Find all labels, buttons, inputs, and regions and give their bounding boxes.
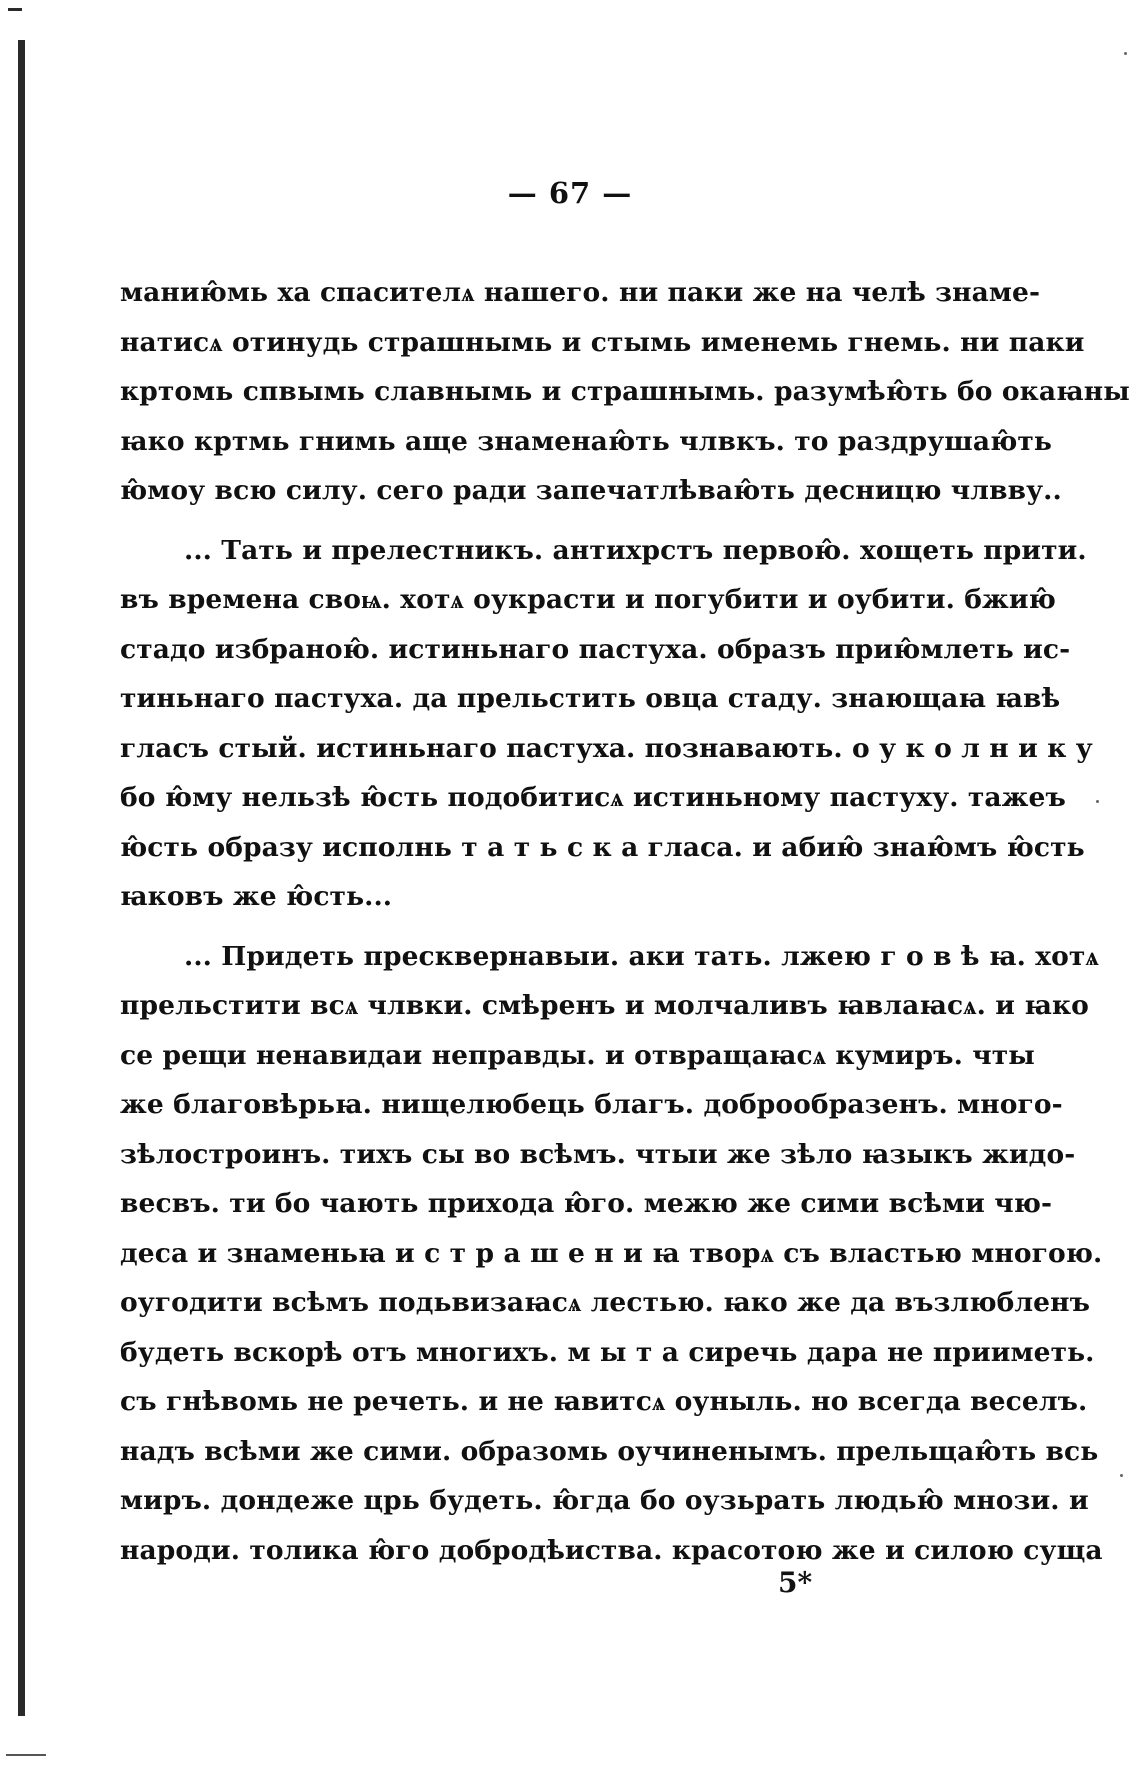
text-line: ... Тать и прелестникъ. антихрстъ первою̂. хощеть прити. <box>184 534 1087 566</box>
text-line: прельстити всѧ члвки. смѣренъ и молчаливъ ꙗвлаꙗсѧ. и ꙗко <box>120 990 1089 1021</box>
signature-mark: 5* <box>778 1566 813 1599</box>
text-line: натисѧ отинудь страшнымь и стымь именемь гнемь. ни паки <box>120 326 1085 358</box>
text-line: бо ю̂му нельзѣ ю̂сть подобитисѧ истиньному пастуху. тажеъ <box>120 782 1066 813</box>
text-line: будеть вскорѣ отъ многихъ. м ы т а сиречь дара не прииметь. <box>120 1336 1095 1368</box>
text-line: ꙗко кртмь гнимь аще знаменаю̂ть члвкъ. то раздрушаю̂ть <box>120 425 1052 457</box>
text-line: съ гнѣвомь не речеть. и не ꙗвитсѧ оуныль. но всегда веселъ. <box>120 1386 1088 1417</box>
text-line: въ времена своѩ. хотѧ оукрасти и погубити и оубити. бжию̂ <box>120 584 1056 615</box>
paragraph <box>120 526 1093 922</box>
text-line: ю̂сть образу исполнь т а т ь с к а гласа. и абию̂ знаю̂мъ ю̂сть <box>120 831 1085 863</box>
text-line: весвъ. ти бо чають прихода ю̂го. межю же сими всѣми чю- <box>120 1188 1053 1219</box>
text-line: се рещи ненавидаи неправды. и отвращаꙗсѧ кумиръ. чты <box>120 1039 1035 1071</box>
text-line: ... Придеть пресквернавыи. аки тать. лжею г о в ѣ ꙗ. хотѧ <box>184 940 1099 972</box>
text-line: народи. толика ю̂го добродѣиства. красотою же и силою суща <box>120 1534 1103 1566</box>
paragraph <box>120 268 1130 516</box>
binding-edge <box>18 40 25 1716</box>
text-line: ю̂моу всю силу. сего ради запечатлѣваю̂ть десницю члвву.. <box>120 475 1062 506</box>
paragraph-gap <box>120 922 954 932</box>
page-corner-mark <box>8 8 22 11</box>
paragraph-gap <box>120 516 954 526</box>
text-line: кртомь спвымь славнымь и страшнымь. разумѣю̂ть бо окаꙗны <box>120 376 1130 407</box>
scan-speck <box>1120 1474 1123 1477</box>
text-line: ꙗковъ же ю̂сть... <box>120 881 393 912</box>
text-line: гласъ стый. истиньнаго пастуха. познавають. о у к о л н и к у <box>120 732 1093 764</box>
text-line: же благовѣрьꙗ. нищелюбець благъ. доброобразенъ. много- <box>120 1089 1063 1120</box>
text-line: зѣлостроинъ. тихъ сы во всѣмъ. чтыи же зѣло ꙗзыкъ жидо- <box>120 1138 1076 1170</box>
text-line: оугодити всѣмъ подьвизаꙗсѧ лестью. ꙗко же да възлюбленъ <box>120 1287 1091 1318</box>
text-line: надъ всѣми же сими. образомь оучиненымъ. прельщаю̂ть всь <box>120 1435 1099 1467</box>
text-line: миръ. дондеже црь будеть. ю̂гда бо оузьрать людью̂ мнози. и <box>120 1485 1089 1516</box>
text-line: тиньнаго пастуха. да прельстить овца стаду. знающаꙗ ꙗвѣ <box>120 683 1061 714</box>
scan-speck <box>1096 800 1099 803</box>
paragraph <box>120 932 1103 1576</box>
scan-speck <box>1124 52 1127 55</box>
page-number: — 67 — <box>507 176 633 210</box>
body-text <box>120 268 1130 1575</box>
text-line: стадо избраною̂. истиньнаго пастуха. образъ прию̂млеть ис- <box>120 633 1071 665</box>
binding-tick-mark <box>6 1754 46 1756</box>
text-line: манию̂мь ха спасителѧ нашего. ни паки же на челѣ знаме- <box>120 277 1041 308</box>
text-line: деса и знаменьꙗ и с т р а ш е н и ꙗ творѧ съ властью многою. <box>120 1237 1103 1269</box>
